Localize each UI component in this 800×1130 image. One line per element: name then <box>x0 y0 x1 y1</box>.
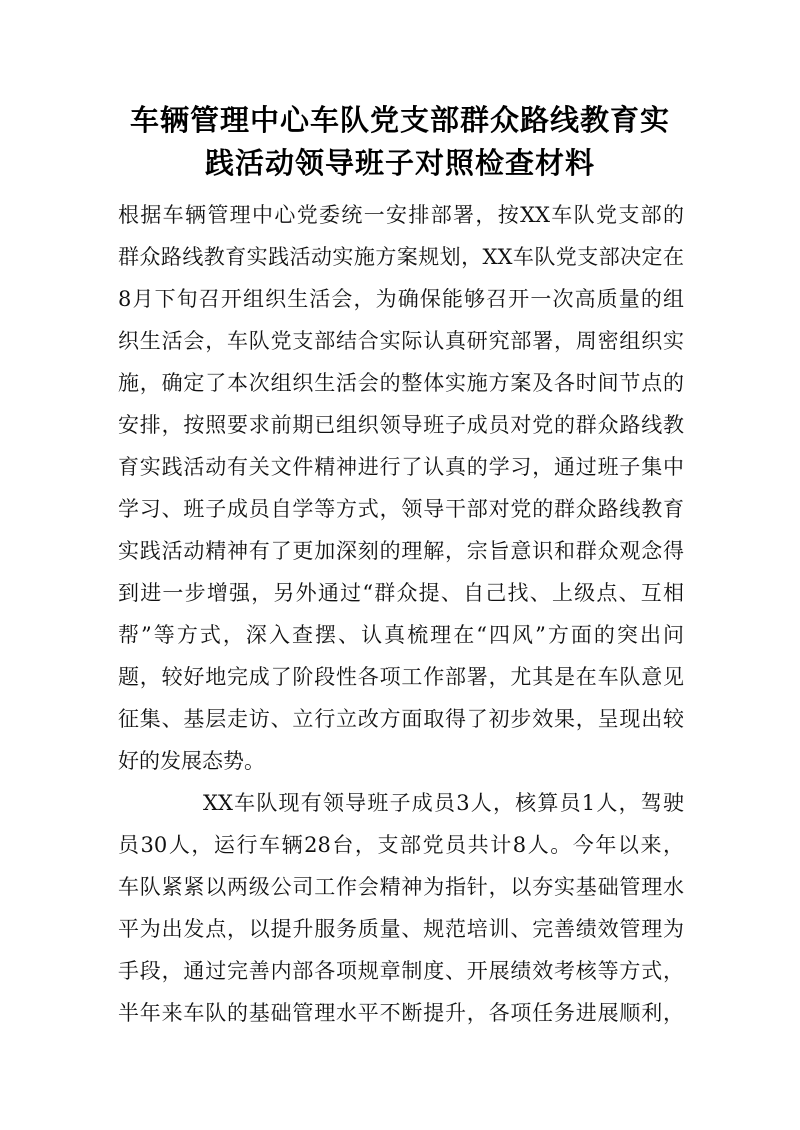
paragraph-1-line: 根据车辆管理中心党委统一安排部署，按XX车队党支部的 <box>118 203 684 227</box>
paragraph-2-line: 平为出发点，以提升服务质量、规范培训、完善绩效管理为 <box>118 917 684 941</box>
paragraph-2-line: 半年来车队的基础管理水平不断提升，各项任务进展顺利， <box>118 1001 684 1025</box>
paragraph-1-line: 施，确定了本次组织生活会的整体实施方案及各时间节点的 <box>118 371 684 395</box>
paragraph-1-line: 8月下旬召开组织生活会，为确保能够召开一次高质量的组 <box>118 287 684 311</box>
paragraph-2-line: 车队紧紧以两级公司工作会精神为指针，以夯实基础管理水 <box>118 875 684 899</box>
paragraph-1-line: 帮”等方式，深入查摆、认真梳理在“四风”方面的突出问 <box>118 623 684 647</box>
paragraph-1-line: 好的发展态势。 <box>118 749 265 773</box>
paragraph-1-line: 征集、基层走访、立行立改方面取得了初步效果，呈现出较 <box>118 707 684 731</box>
paragraph-1-line: 育实践活动有关文件精神进行了认真的学习，通过班子集中 <box>118 455 684 479</box>
paragraph-1-line: 群众路线教育实践活动实施方案规划，XX车队党支部决定在 <box>118 245 684 269</box>
document-title-line-2: 践活动领导班子对照检查材料 <box>204 146 595 180</box>
document-title-line-1: 车辆管理中心车队党支部群众路线教育实 <box>129 103 670 137</box>
paragraph-1-line: 学习、班子成员自学等方式，领导干部对党的群众路线教育 <box>118 497 684 521</box>
paragraph-2-line: 员30人，运行车辆28台，支部党员共计8人。今年以来， <box>118 833 684 857</box>
paragraph-2-line: XX车队现有领导班子成员3人，核算员1人，驾驶 <box>203 791 684 815</box>
paragraph-1-line: 安排，按照要求前期已组织领导班子成员对党的群众路线教 <box>118 413 684 437</box>
paragraph-1-line: 到进一步增强，另外通过“群众提、自己找、上级点、互相 <box>118 581 684 605</box>
paragraph-1-line: 题，较好地完成了阶段性各项工作部署，尤其是在车队意见 <box>118 665 684 689</box>
paragraph-1-line: 织生活会，车队党支部结合实际认真研究部署，周密组织实 <box>118 329 684 353</box>
paragraph-2-line: 手段，通过完善内部各项规章制度、开展绩效考核等方式， <box>118 959 684 983</box>
paragraph-1-line: 实践活动精神有了更加深刻的理解，宗旨意识和群众观念得 <box>118 539 684 563</box>
